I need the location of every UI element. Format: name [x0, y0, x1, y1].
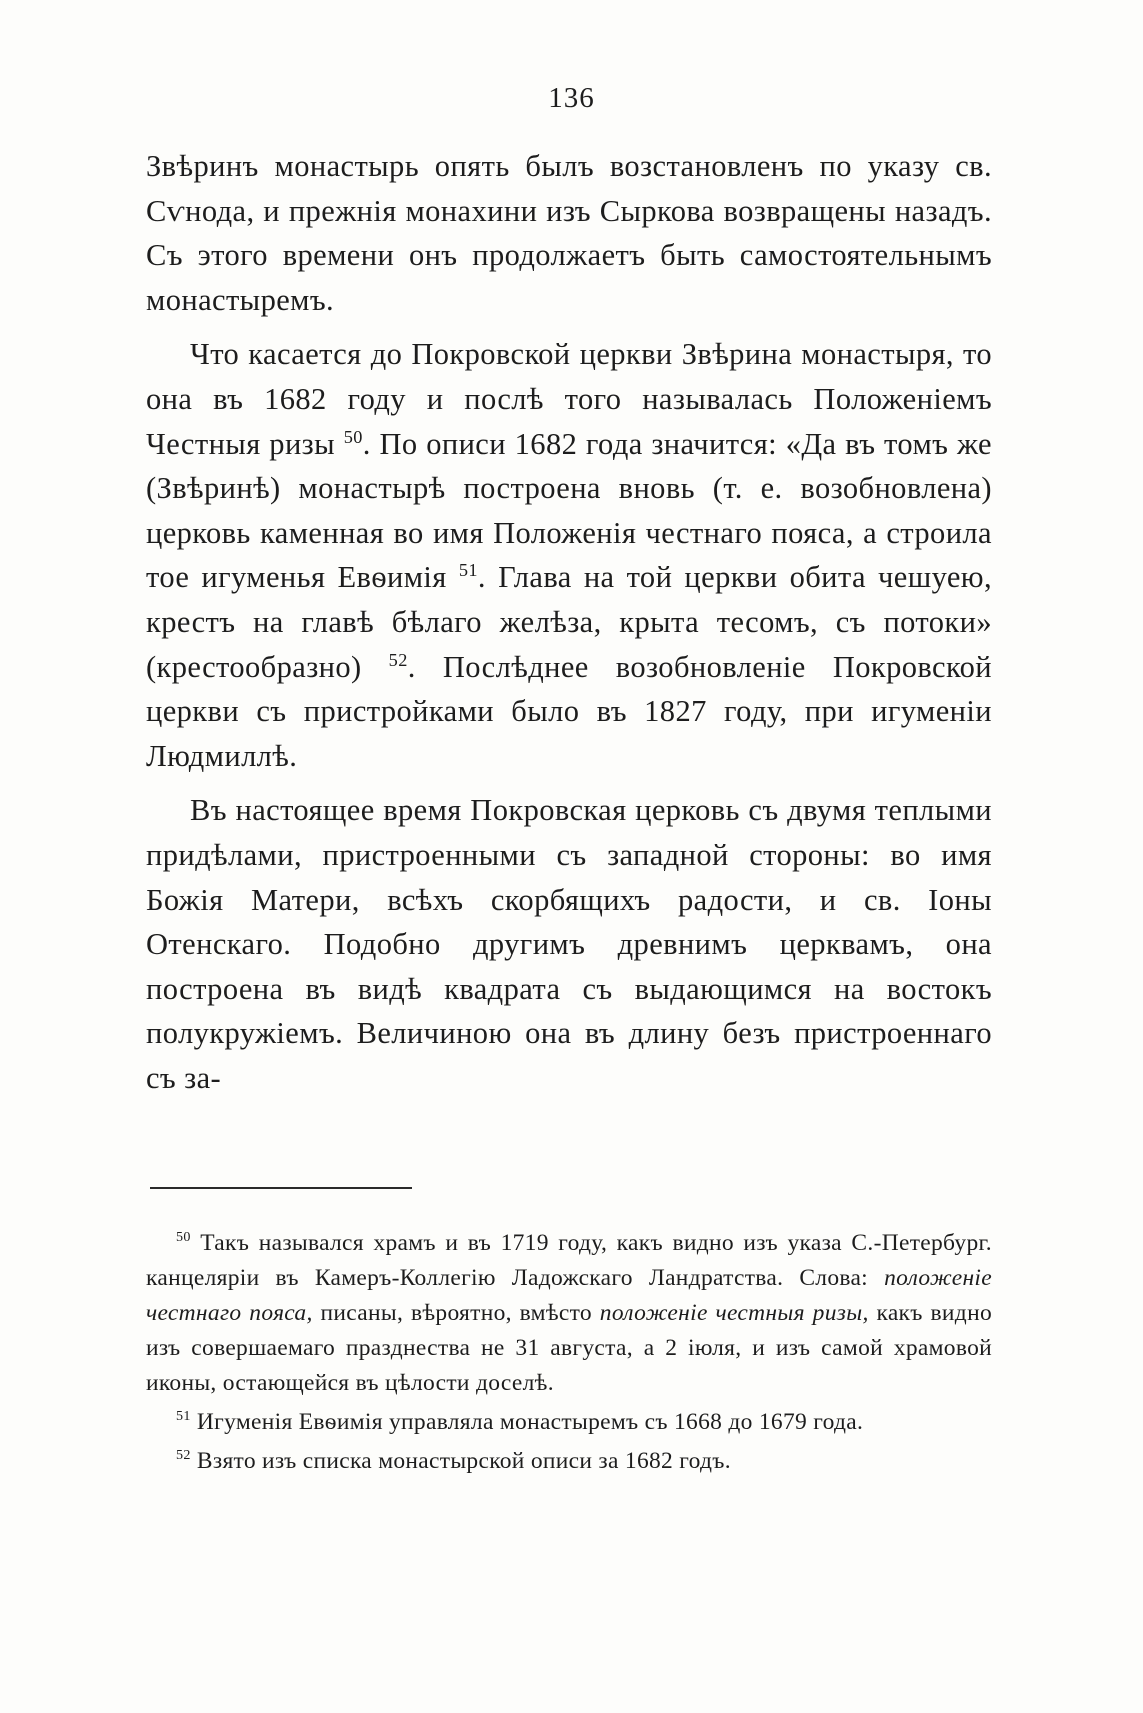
paragraph-2-part-c: . Глава на той церкви обита чешуею, крестъ на главѣ бѣлаго желѣза, крыта тесомъ, съ потоки» (крестообразно)	[146, 560, 992, 684]
paragraph-2-part-a: Что касается до Покровской церкви Звѣрина монастыря, то она въ 1682 году и послѣ того называлась Положеніемъ Честныя ризы	[146, 337, 992, 461]
footnote-ref-50[interactable]: 50	[343, 426, 363, 447]
footnote-divider	[150, 1187, 412, 1189]
paragraph-2-part-d: . Послѣднее возобновленіе Покровской церкви съ пристройками было въ 1827 году, при игуменіи Людмиллѣ.	[146, 649, 993, 773]
footnote-50	[146, 1226, 992, 1401]
footnote-ref-51[interactable]: 51	[458, 560, 478, 581]
footnote-51-text: Игуменія Евѳимія управляла монастыремъ съ 1668 до 1679 года.	[196, 1409, 864, 1435]
footnote-50-part-a: Такъ назывался храмъ и въ 1719 году, какъ видно изъ указа С.-Петербург. канцеляріи въ Камеръ-Коллегію Ладожскаго Ландратства. Слова:	[146, 1230, 992, 1291]
footnote-50-part-c: какъ видно изъ совершаемаго празднества не 31 августа, а 2 іюля, и изъ самой храмовой иконы, остающейся въ цѣлости доселѣ.	[146, 1300, 992, 1396]
footnote-52-text: Взято изъ списка монастырской описи за 1682 годъ.	[196, 1448, 731, 1474]
footnote-50-italic-1: положеніе честнаго пояса,	[146, 1265, 992, 1326]
paragraph-2	[146, 332, 992, 778]
footnotes	[146, 1226, 992, 1483]
footnote-52	[146, 1444, 992, 1479]
footnote-50-part-b: писаны, вѣроятно, вмѣсто	[312, 1300, 600, 1326]
footnote-number: 51	[176, 1408, 191, 1425]
footnote-51	[146, 1405, 992, 1440]
paragraph-3: Въ настоящее время Покровская церковь съ двумя теплыми придѣлами, пристроенными съ западной стороны: во имя Божія Матери, всѣхъ скорбящихъ радости, и св. Іоны Отенскаго. Подобно другимъ древнимъ церквамъ, она построена въ видѣ квадрата съ выдающимся на востокъ полукружіемъ. Величиною она въ длину безъ пристроеннаго съ за-	[146, 793, 992, 1095]
page-number: 136	[548, 82, 595, 114]
paragraph-2-part-b: . По описи 1682 года значится: «Да въ томъ же (Звѣринѣ) монастырѣ построена вновь (т. е. возобновлена) церковь каменная во имя Положенія честнаго пояса, а строила тое игуменья Евѳимія	[146, 426, 992, 595]
footnote-number: 50	[176, 1229, 191, 1246]
paragraph-1: Звѣринъ монастырь опять былъ возстановленъ по указу св. Сѵнода, и прежнія монахини изъ Сыркова возвращены назадъ. Съ этого времени онъ продолжаетъ быть самостоятельнымъ монастыремъ.	[146, 149, 992, 317]
footnote-number: 52	[176, 1447, 191, 1464]
footnote-ref-52[interactable]: 52	[388, 649, 408, 670]
main-text	[146, 144, 992, 1100]
footnote-50-italic-2: положеніе честныя ризы,	[599, 1300, 869, 1326]
